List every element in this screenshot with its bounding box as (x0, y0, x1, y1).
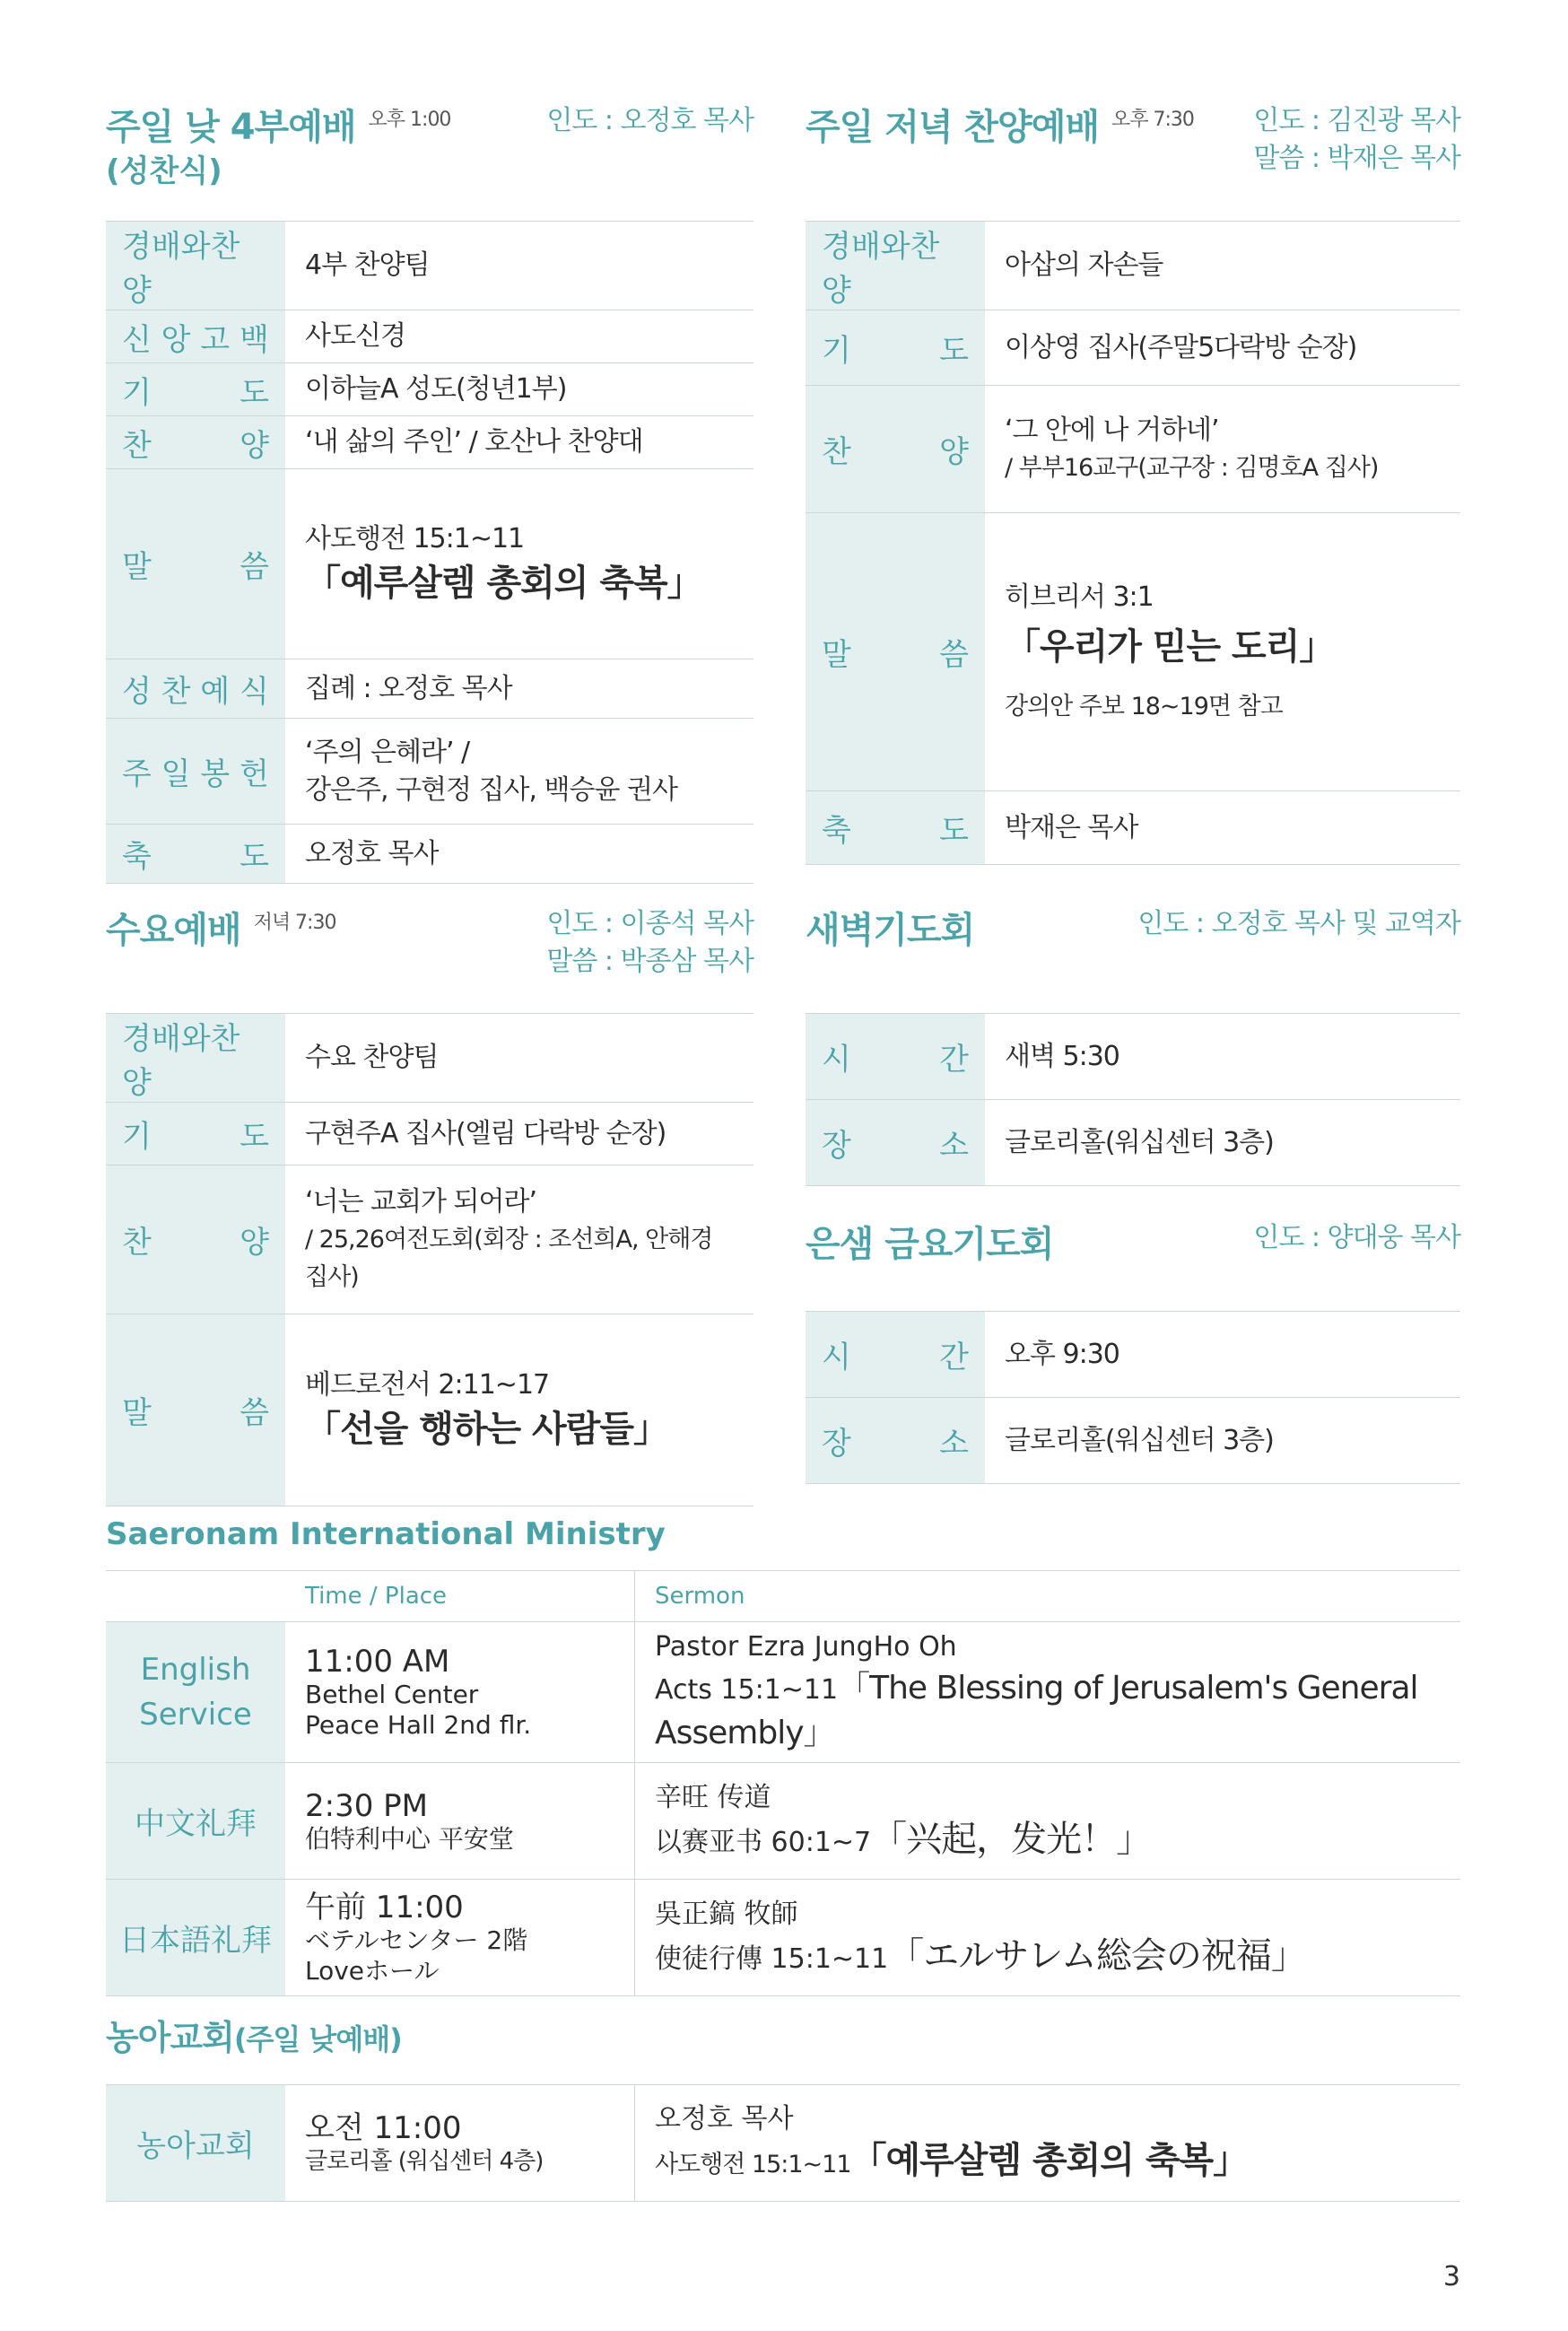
row-label: 농아교회 (106, 2085, 285, 2202)
wednesday-header (106, 902, 754, 977)
row-value: 새벽 5:30 (985, 1014, 1460, 1100)
row-label: 축 도 (106, 825, 285, 884)
section-title: 수요예배 $^{저녁 7:30}$ (106, 910, 336, 951)
row-value: 글로리홀(워십센터 3층) (985, 1398, 1460, 1484)
scripture-ref: 히브리서 3:1 (1005, 581, 1154, 613)
row-value: 4부 찬양팀 (285, 222, 754, 310)
table-row (106, 1763, 1460, 1880)
row-value: ‘너는 교회가 되어라’ / 25,26여전도회(회장 : 조선희A, 안해경 집사) (285, 1166, 754, 1314)
table-row (806, 791, 1460, 865)
row-label: 성 찬 예 식 (106, 659, 285, 719)
row-label: 기 도 (106, 1103, 285, 1166)
deaf-church (106, 2010, 1460, 2202)
section-subtitle: (성찬식) (106, 153, 222, 189)
row-value: ‘주의 은혜라’ / 강은주, 구현정 집사, 백승윤 권사 (285, 719, 754, 825)
row-value: 아삽의 자손들 (985, 222, 1460, 310)
leaders: 인도 : 양대웅 목사 (1253, 1222, 1460, 1253)
row-label: 말 씀 (106, 469, 285, 659)
friday-prayer-meeting (806, 1216, 1460, 1484)
sunday-evening-order-table (806, 221, 1460, 865)
sermon-cell: 辛旺 传道 以赛亚书 60:1~7「兴起，发光！」 (635, 1763, 1461, 1880)
dawn-info-table (806, 1013, 1460, 1186)
table-row (106, 222, 754, 310)
row-label: 말 씀 (106, 1314, 285, 1506)
table-row (106, 825, 754, 884)
dawn-prayer-meeting (806, 902, 1460, 1186)
dawn-header (806, 902, 1460, 965)
section-title: 은샘 금요기도회 (806, 1224, 1054, 1265)
table-row (806, 513, 1460, 791)
table-row (106, 659, 754, 719)
section-title: 농아교회(주일 낮예배) (106, 2018, 402, 2057)
row-value: 글로리홀(워십센터 3층) (985, 1100, 1460, 1186)
sunday-4th-header (106, 99, 754, 189)
row-label: 경배와찬양 (106, 1014, 285, 1103)
scripture-ref: 베드로전서 2:11~17 (305, 1368, 550, 1401)
table-row (106, 363, 754, 416)
sermon-title: 「예루살렘 총회의 축복」 (850, 2140, 1249, 2181)
table-row (106, 1314, 754, 1506)
time-place-cell: 午前 11:00 ベテルセンター 2階 Loveホール (285, 1880, 635, 1996)
international-table (106, 1570, 1460, 1996)
row-value: 오후 9:30 (985, 1312, 1460, 1398)
table-row (806, 1398, 1460, 1484)
row-value: 이하늘A 성도(청년1부) (285, 363, 754, 416)
table-row (106, 310, 754, 363)
table-row (806, 1100, 1460, 1186)
sermon-cell: 吳正鎬 牧師 使徒行傳 15:1~11「エルサレム総会の祝福」 (635, 1880, 1461, 1996)
wednesday-order-table (106, 1013, 754, 1506)
international-ministry (106, 1516, 1460, 1996)
row-value: ‘그 안에 나 거하네’ / 부부16교구(교구장 : 김명호A 집사) (985, 386, 1460, 513)
row-label: 축 도 (806, 791, 985, 865)
sunday-evening-header (806, 99, 1460, 185)
row-label: 경배와찬양 (106, 222, 285, 310)
column-header-time: Time / Place (285, 1571, 635, 1622)
service-time: 저녁 7:30 (253, 912, 336, 934)
table-row (806, 1312, 1460, 1398)
table-row (106, 469, 754, 659)
time-place-cell: 11:00 AM Bethel Center Peace Hall 2nd flr. (285, 1622, 635, 1763)
deaf-church-table (106, 2084, 1460, 2202)
table-row (806, 386, 1460, 513)
row-label: 시 간 (806, 1014, 985, 1100)
section-title: 새벽기도회 (806, 910, 975, 951)
sermon-title: 「兴起，发光！」 (871, 1818, 1152, 1860)
row-label: 찬 양 (806, 386, 985, 513)
time-place-cell: 오전 11:00 글로리홀 (워십센터 4층) (285, 2085, 635, 2202)
table-row (106, 1103, 754, 1166)
row-label: 경배와찬양 (806, 222, 985, 310)
row-label: 日本語礼拜 (106, 1880, 285, 1996)
sermon-title: 「예루살렘 총회의 축복」 (305, 562, 702, 604)
sermon-cell: 오정호 목사 사도행전 15:1~11「예루살렘 총회의 축복」 (635, 2085, 1461, 2202)
wednesday-service (106, 902, 754, 1506)
table-header-row (106, 1571, 1460, 1622)
leaders: 인도 : 김진광 목사 말씀 : 박재은 목사 (1253, 105, 1460, 174)
row-label: 장 소 (806, 1100, 985, 1186)
row-label: 찬 양 (106, 416, 285, 469)
table-row (806, 222, 1460, 310)
row-value: 이상영 집사(주말5다락방 순장) (985, 310, 1460, 386)
service-time: 오후 7:30 (1111, 109, 1194, 131)
section-title: 주일 저녁 찬양예배 $^{오후 7:30}$ (806, 107, 1194, 148)
time-place-cell: 2:30 PM 伯特利中心 平安堂 (285, 1763, 635, 1880)
sunday-4th-order-table (106, 221, 754, 884)
table-row (106, 1014, 754, 1103)
sermon-cell (285, 1314, 754, 1506)
row-value: 사도신경 (285, 310, 754, 363)
table-row (106, 416, 754, 469)
table-row (106, 1166, 754, 1314)
service-time: 오후 1:00 (368, 109, 451, 131)
sermon-title: 「선을 행하는 사람들」 (305, 1408, 668, 1450)
friday-header (806, 1216, 1460, 1279)
row-label: English Service (106, 1622, 285, 1763)
sermon-title: 「エルサレム総会の祝福」 (888, 1934, 1306, 1977)
row-value: 구현주A 집사(엘림 다락방 순장) (285, 1103, 754, 1166)
row-label: 시 간 (806, 1312, 985, 1398)
row-label: 신 앙 고 백 (106, 310, 285, 363)
page-number: 3 (1442, 2261, 1460, 2292)
sermon-cell: Pastor Ezra JungHo Oh Acts 15:1~11「The Blessing of Jerusalem's General Assembly」 (635, 1622, 1461, 1763)
leaders: 인도 : 이종석 목사 말씀 : 박종삼 목사 (546, 908, 754, 977)
table-row (106, 1622, 1460, 1763)
sermon-title: 「우리가 믿는 도리」 (1005, 625, 1335, 668)
scripture-ref: 사도행전 15:1~11 (305, 522, 525, 554)
row-value: 집례 : 오정호 목사 (285, 659, 754, 719)
row-label: 찬 양 (106, 1166, 285, 1314)
table-row (806, 1014, 1460, 1100)
row-value: 수요 찬양팀 (285, 1014, 754, 1103)
sermon-cell (985, 513, 1460, 791)
row-label: 장 소 (806, 1398, 985, 1484)
table-row (106, 1880, 1460, 1996)
row-label: 기 도 (106, 363, 285, 416)
leaders: 인도 : 오정호 목사 및 교역자 (1137, 908, 1460, 939)
section-title: Saeronam International Ministry (106, 1516, 666, 1552)
sunday-4th-service (106, 99, 754, 884)
leaders: 인도 : 오정호 목사 (546, 105, 754, 136)
sermon-note: 강의안 주보 18~19면 참고 (1005, 692, 1283, 720)
sunday-evening-service (806, 99, 1460, 865)
section-title: 주일 낮 4부예배 $^{오후 1:00}$ (106, 107, 451, 148)
section-subtitle: (주일 낮예배) (233, 2022, 402, 2056)
sermon-title: 「The Blessing of Jerusalem's General Assembly」 (655, 1670, 1418, 1751)
friday-info-table (806, 1311, 1460, 1484)
column-header-sermon: Sermon (635, 1571, 1461, 1622)
table-row (806, 310, 1460, 386)
row-label: 기 도 (806, 310, 985, 386)
row-label: 주 일 봉 헌 (106, 719, 285, 825)
table-row (106, 2085, 1460, 2202)
table-row (106, 719, 754, 825)
row-label: 말 씀 (806, 513, 985, 791)
sermon-cell (285, 469, 754, 659)
row-value: 박재은 목사 (985, 791, 1460, 865)
row-value: 오정호 목사 (285, 825, 754, 884)
row-label: 中文礼拜 (106, 1763, 285, 1880)
row-value: ‘내 삶의 주인’ / 호산나 찬양대 (285, 416, 754, 469)
